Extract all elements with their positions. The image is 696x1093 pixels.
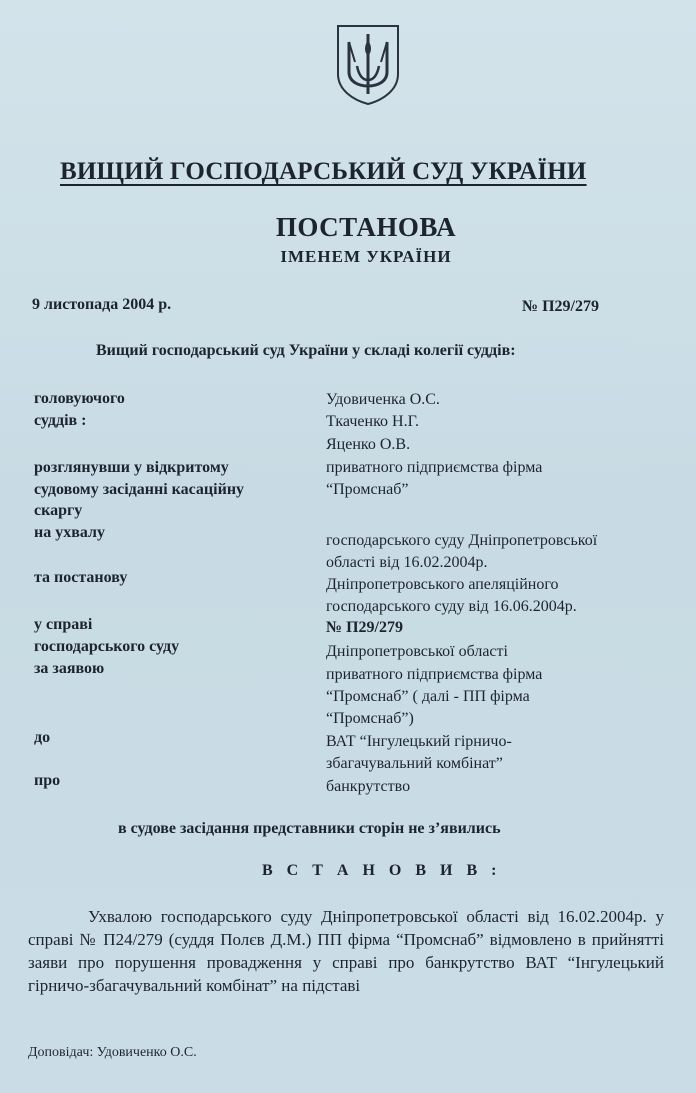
document-date: 9 листопада 2004 р. bbox=[32, 296, 172, 313]
case-number: № П29/279 bbox=[522, 298, 599, 315]
to-label: до bbox=[34, 729, 51, 746]
about-label: про bbox=[34, 772, 61, 789]
applicant-label: за заявою bbox=[34, 660, 105, 677]
court-title: ВИЩИЙ ГОСПОДАРСЬКИЙ СУД УКРАЇНИ bbox=[60, 158, 587, 185]
body-paragraph: Ухвалою господарського суду Дніпропетровської області від 16.02.2004р. у справі № П24/279 (суддя Полєв Д.М.) ПП фірма “Промснаб” відмовлено в прийнятті заяви про порушення провадження у справі про банкрутство ВАТ “Інгулецький гірничо-збагачувальний комбінат” на підставі bbox=[28, 907, 664, 995]
reviewed-label-line3: скаргу bbox=[34, 502, 83, 519]
presiding-label: головуючого bbox=[34, 390, 125, 407]
judge-2: Ткаченко Н.Г. bbox=[326, 413, 420, 430]
ruling-line2: області від 16.02.2004р. bbox=[326, 554, 488, 571]
resolution-line2: господарського суду від 16.06.2004р. bbox=[326, 598, 577, 615]
judge-1: Удовиченка О.С. bbox=[326, 391, 440, 408]
document-subtitle: ІМЕНЕМ УКРАЇНИ bbox=[280, 247, 452, 266]
court-value: Дніпропетровської області bbox=[326, 643, 508, 660]
ruling-line1: господарського суду Дніпропетровської bbox=[326, 532, 598, 549]
rapporteur-footer: Доповідач: Удовиченко О.С. bbox=[28, 1045, 197, 1060]
resolution-line1: Дніпропетровського апеляційного bbox=[326, 576, 559, 593]
case-value: № П29/279 bbox=[326, 619, 403, 636]
judges-label: суддів : bbox=[34, 412, 87, 429]
reviewed-label-line1: розглянувши у відкритому bbox=[34, 459, 229, 476]
applicant-line1: приватного підприємства фірма bbox=[326, 666, 543, 683]
judge-3: Яценко О.В. bbox=[326, 436, 411, 453]
respondent-line1: ВАТ “Інгулецький гірничо- bbox=[326, 733, 512, 750]
absent-notice: в судове засідання представники сторін не з’явились bbox=[118, 820, 501, 837]
appellant-line1: приватного підприємства фірма bbox=[326, 459, 543, 476]
trident-emblem-icon bbox=[333, 22, 403, 106]
about-value: банкрутство bbox=[326, 778, 411, 795]
panel-intro: Вищий господарський суд України у складі колегії суддів: bbox=[96, 342, 516, 359]
court-label: господарського суду bbox=[34, 638, 180, 655]
ruling-label: на ухвалу bbox=[34, 524, 105, 541]
resolution-label: та постанову bbox=[34, 569, 128, 586]
case-label: у справі bbox=[34, 616, 93, 633]
established-heading: В С Т А Н О В И В : bbox=[262, 862, 502, 879]
respondent-line2: збагачувальний комбінат” bbox=[326, 755, 503, 772]
reviewed-label-line2: судовому засіданні касаційну bbox=[34, 481, 245, 498]
appellant-line2: “Промснаб” bbox=[326, 481, 409, 498]
document-type: ПОСТАНОВА bbox=[275, 212, 457, 242]
applicant-line3: “Промснаб”) bbox=[326, 710, 414, 727]
applicant-line2: “Промснаб” ( далі - ПП фірма bbox=[326, 688, 530, 705]
